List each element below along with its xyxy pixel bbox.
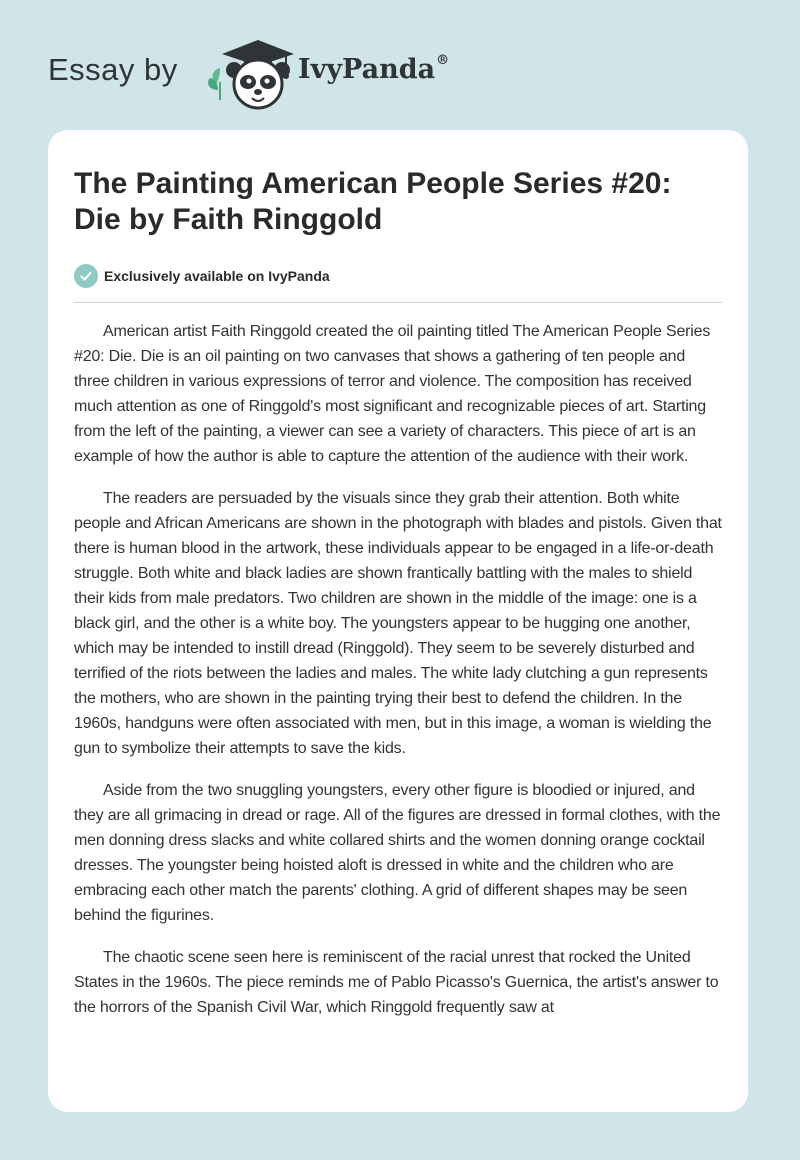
exclusive-badge — [74, 263, 330, 289]
essay-by-label: Essay by — [48, 52, 178, 87]
site-header — [48, 34, 488, 110]
paragraph: American artist Faith Ringgold created the oil painting titled The American People Series #20: Die. Die is an oil painting on two canvases that shows a gathering of ten people and three children in various expressions of terror and violence. The composition has received much attention as one of Ringgold's most significant and recognizable pieces of art. Starting from the left of the painting, a viewer can see a variety of characters. This piece of art is an example of how the author is able to capture the attention of the audience with their work. — [74, 323, 711, 465]
ivypanda-wordmark[interactable]: IvyPanda® — [298, 53, 450, 85]
exclusive-label: Exclusively available on IvyPanda — [104, 268, 330, 284]
divider — [74, 302, 722, 303]
page-title: The Painting American People Series #20: Die by Faith Ringgold — [74, 167, 672, 236]
check-circle-icon — [74, 264, 98, 288]
paragraph: Aside from the two snuggling youngsters, every other figure is bloodied or injured, and they are all grimacing in dread or rage. All of the figures are dressed in formal clothes, with the men donning dress slacks and white collared shirts and the women donning orange cocktail dresses. The youngster being hoisted aloft is dressed in white and the children who are embracing each other match the parents' clothing. A grid of different shapes may be seen behind the figurines. — [74, 782, 721, 924]
paragraph: The readers are persuaded by the visuals since they grab their attention. Both white people and African Americans are shown in the photograph with blades and pistols. Given that there is human blood in the artwork, these individuals appear to be engaged in a life-or-death struggle. Both white and black ladies are shown frantically battling with the males to shield their kids from male predators. Two children are shown in the middle of the image: one is a black girl, and the other is a white boy. The youngsters appear to be hugging one another, which may be intended to instill dread (Ringgold). They seem to be severely disturbed and terrified of the riots between the ladies and males. The white lady clutching a gun represents the mothers, who are shown in the painting trying their best to defend the children. In the 1960s, handguns were often associated with men, but in this image, a woman is wielding the gun to symbolize their attempts to save the kids. — [74, 490, 722, 757]
essay-card — [48, 130, 748, 1112]
panda-logo-icon[interactable] — [200, 34, 296, 110]
paragraph: The chaotic scene seen here is reminiscent of the racial unrest that rocked the United States in the 1960s. The piece reminds me of Pablo Picasso's Guernica, the artist's answer to the horrors of the Spanish Civil War, which Ringgold frequently saw at — [74, 949, 719, 1016]
essay-body — [74, 319, 724, 1037]
registered-mark: ® — [436, 53, 450, 68]
